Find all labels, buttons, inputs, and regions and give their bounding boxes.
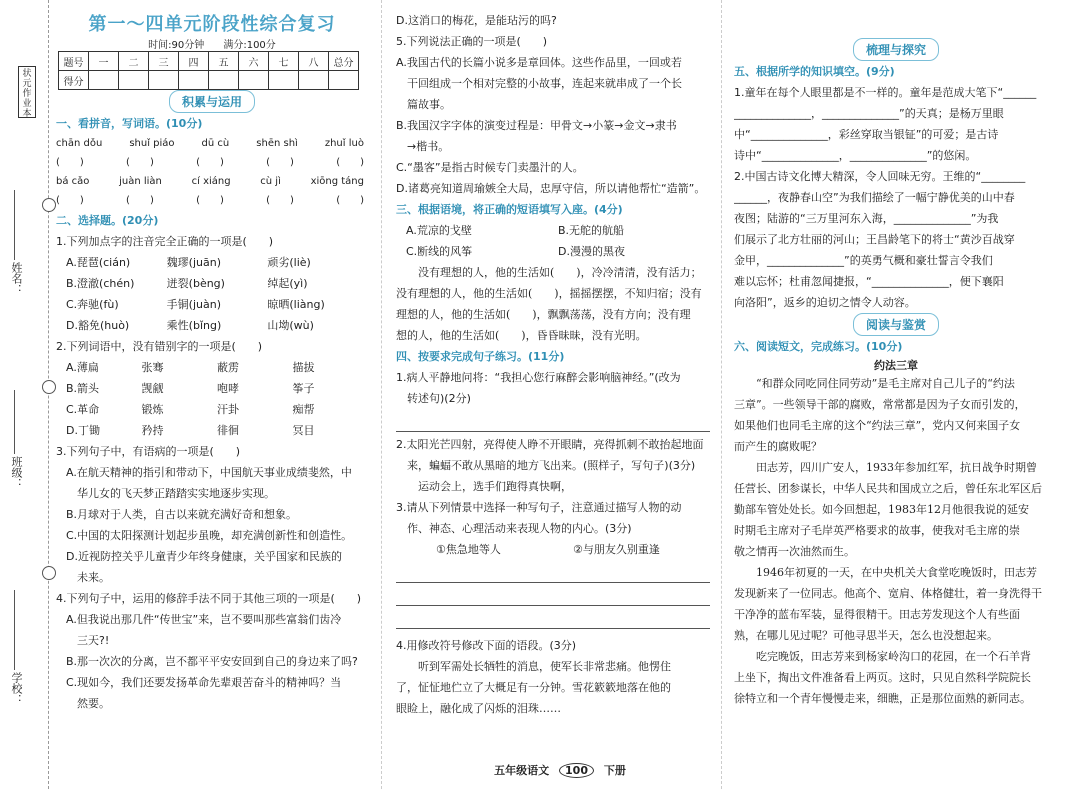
option-item[interactable]: 魏璆(juān) (166, 256, 221, 269)
text-line: C.“墨客”是指古时候专门卖墨汁的人。 (396, 161, 584, 174)
option-row (56, 357, 368, 378)
score-header-cell: 八 (299, 52, 329, 71)
text-line: 没有理想的人，他的生活如( )，冷冷清清，没有活力； (396, 266, 702, 279)
text-line: 转述句)(2分) (396, 392, 471, 405)
option-item[interactable]: 晾晒(liàng) (267, 298, 325, 311)
score-input-cell[interactable] (299, 71, 329, 90)
text-line: 3.请从下列情景中选择一种写句子，注意通过描写人物的动 (396, 501, 682, 514)
score-input-cell[interactable] (179, 71, 209, 90)
option-row (56, 294, 368, 315)
text-line: 时期毛主席对子毛岸英严格要求的故事，使我对毛主席的崇 (734, 524, 1020, 537)
option-item[interactable]: 筝子 (292, 382, 315, 395)
edit-passage (396, 656, 710, 719)
pinyin-word: juàn liàn (119, 176, 162, 187)
score-header-cell: 三 (149, 52, 179, 71)
text-line: 敬之情再一次油然而生。 (734, 545, 855, 558)
answer-line[interactable] (396, 608, 710, 629)
pinyin-row (56, 134, 368, 153)
text-line: A.在航天精神的指引和带动下，中国航天事业成绩斐然，中 (66, 466, 352, 479)
text-line: →楷书。 (396, 140, 450, 153)
page-footer (430, 762, 690, 778)
option-item[interactable]: 张骞 (141, 361, 164, 374)
answer-bracket-row (56, 191, 368, 210)
score-header-cell: 七 (269, 52, 299, 71)
text-line: 作、神态、心理活动来表现人物的内心。(3分) (396, 522, 632, 535)
text-line: 诗中“______________，______________”的悠闲。 (734, 149, 977, 162)
page-number: 100 (559, 763, 594, 778)
answer-bracket[interactable]: ( ) (266, 195, 294, 206)
text-line: 来，蝙蝠不敢从黑暗的地方飞出来。(照样子，写句子)(3分) (396, 459, 696, 472)
score-label-cell: 得分 (59, 71, 89, 90)
option-row (56, 273, 368, 294)
text-line: “和群众同吃同住同劳动”是毛主席对自己儿子的“约法 (734, 377, 1015, 390)
text-line: 篇故事。 (396, 98, 451, 111)
text-line: D.诸葛亮知道周瑜嫉全大局，忠厚守信，所以请他帮忙“造箭”。 (396, 182, 706, 195)
text-line: 任营长、团参谋长，中华人民共和国成立之后，曾任东北军区后 (734, 482, 1042, 495)
reading-passage (734, 373, 1058, 709)
text-line: 5.下列说法正确的一项是( ) (396, 35, 548, 48)
answer-bracket[interactable]: ( ) (196, 157, 224, 168)
exam-score: 满分:100分 (223, 40, 276, 51)
question-text-block (396, 10, 710, 199)
score-input-row (59, 71, 359, 90)
text-line: 华儿女的飞天梦正踏踏实实地逐步实现。 (66, 487, 275, 500)
option-row (56, 315, 368, 336)
class-blank-line (14, 390, 15, 454)
text-line: 1.童年在每个人眼里都是不一样的。童年是范成大笔下“______ (734, 86, 1037, 99)
school-label: 学校： (10, 672, 23, 705)
name-label: 姓名： (10, 262, 23, 295)
text-line: 2.太阳光芒四射，亮得使人睁不开眼睛，亮得抓刺不敢抬起地面 (396, 438, 704, 451)
column-middle (396, 10, 710, 719)
section-title: 积累与运用 (169, 90, 255, 113)
option-item[interactable]: C.断线的风筝 (406, 245, 473, 258)
column-divider (721, 0, 722, 789)
question-heading: 一、看拼音，写词语。(10分) (56, 117, 203, 130)
pinyin-word: bá cǎo (56, 176, 90, 187)
question-heading: 四、按要求完成句子练习。(11分) (396, 350, 565, 363)
answer-bracket[interactable]: ( ) (126, 195, 154, 206)
text-line: 徐特立和一个青年慢慢走来，细瞧，正是那位面熟的新同志。 (734, 692, 1031, 705)
school-blank-line (14, 590, 15, 670)
text-line: 理想的人，他的生活如( )，飘飘荡荡，没有方向；没有理 (396, 308, 691, 321)
text-line: 干净净的蓝布军装，显得很精干。田志芳发现这个人有些面 (734, 608, 1020, 621)
option-row (396, 241, 710, 262)
text-line: 三天?! (66, 634, 110, 647)
text-line: B.月球对于人类，自古以来就充满好奇和想象。 (66, 508, 298, 521)
question-heading: 六、阅读短文，完成练习。(10分) (734, 340, 903, 353)
text-line: 了，怔怔地伫立了大概足有一分钟。雪花簌簌地落在他的 (396, 681, 671, 694)
answer-line[interactable] (396, 585, 710, 606)
option-row (396, 539, 710, 560)
question-heading: 二、选择题。(20分) (56, 214, 159, 227)
option-item[interactable]: 乘性(bǐng) (166, 319, 222, 332)
answer-bracket[interactable]: ( ) (56, 157, 84, 168)
score-input-cell[interactable] (119, 71, 149, 90)
exam-time: 时间:90分钟 (148, 40, 205, 51)
option-item[interactable]: C.奔驰(fù) (66, 298, 119, 311)
option-item[interactable]: 绰起(yì) (267, 277, 308, 290)
score-input-cell[interactable] (209, 71, 239, 90)
binding-ring (42, 566, 56, 580)
text-line: 熟，在哪儿见过呢？可他寻思半天，怎么也没想起来。 (734, 629, 998, 642)
option-row (56, 420, 368, 441)
text-line: 眼睑上，融化成了闪烁的泪珠…… (396, 702, 561, 715)
option-item[interactable]: A.荒凉的戈壁 (406, 224, 472, 237)
score-input-cell[interactable] (149, 71, 179, 90)
class-label: 班级： (10, 456, 23, 489)
binding-ring (42, 198, 56, 212)
pinyin-word: zhuǐ luò (324, 138, 364, 149)
option-row (56, 378, 368, 399)
text-line: 1.病人平静地问将：“我担心您行麻醉会影响脑神经。”(改为 (396, 371, 681, 384)
answer-bracket[interactable]: ( ) (196, 195, 224, 206)
question-text-block (734, 82, 1058, 313)
question-text-block (396, 434, 710, 497)
option-item[interactable]: 迸裂(bèng) (166, 277, 225, 290)
option-item[interactable]: 咆哮 (217, 382, 239, 395)
score-header-cell: 二 (119, 52, 149, 71)
text-line: 发现新来了一位同志。他高个、宽肩、体格健壮，着一身洗得干 (734, 587, 1042, 600)
column-left (56, 10, 368, 714)
footer-subject: 五年级语文 (494, 764, 550, 777)
score-input-cell[interactable] (269, 71, 299, 90)
question-heading: 三、根据语境，将正确的短语填写入座。(4分) (396, 203, 623, 216)
option-item[interactable]: D.丁锄 (66, 424, 100, 437)
text-line: B.我国汉字字体的演变过程是：甲骨文→小篆→金文→隶书 (396, 119, 677, 132)
pinyin-word: cù jì (260, 176, 281, 187)
footer-volume: 下册 (603, 764, 626, 777)
question-text: 3.下列句子中，有语病的一项是( ) (56, 445, 241, 458)
option-item[interactable]: D.漫漫的黑夜 (558, 245, 625, 258)
answer-line[interactable] (396, 411, 710, 432)
option-item[interactable]: 山坳(wù) (267, 319, 314, 332)
text-line: 难以忘怀；杜甫忽闻捷报，“______________，便下襄阳 (734, 275, 1004, 288)
section-title: 阅读与鉴赏 (853, 313, 939, 336)
text-line: A.我国古代的长篇小说多是章回体。这些作品里，一回或若 (396, 56, 682, 69)
score-input-cell[interactable] (239, 71, 269, 90)
text-line: 金甲，______________”的英勇气概和豪壮誓言令我们 (734, 254, 993, 267)
option-item[interactable]: 锻炼 (141, 403, 164, 416)
binding-margin (0, 0, 49, 789)
pinyin-word: chān dǒu (56, 138, 103, 149)
text-line: 未来。 (66, 571, 110, 584)
text-line: A.但我说出那几件“传世宝”来，岂不要叫那些富翁们齿冷 (66, 613, 342, 626)
pinyin-word: xiōng táng (310, 176, 364, 187)
text-line: ______________，______________”的天真；是杨万里眼 (734, 107, 1004, 120)
text-line: 上坐下，掏出文件准备看上两页。这时，只见自然科学院院长 (734, 671, 1031, 684)
question-text: 4.用修改符号修改下面的语段。(3分) (396, 639, 577, 652)
pinyin-word: shēn shì (256, 138, 298, 149)
page-title: 第一～四单元阶段性综合复习 (88, 14, 336, 35)
score-input-cell[interactable] (329, 71, 359, 90)
score-header-row (59, 52, 359, 71)
option-item[interactable]: 顽劣(liè) (267, 256, 311, 269)
text-line: 向洛阳”，返乡的迫切之情令人动容。 (734, 296, 916, 309)
fill-in-passage (396, 262, 710, 346)
article-title: 约法三章 (874, 359, 918, 372)
text-line: 想的人，他的生活如( )，昏昏昧昧，没有光明。 (396, 329, 647, 342)
option-item[interactable]: 描拔 (292, 361, 315, 374)
text-line: D.这消口的梅花，是能玷污的吗? (396, 14, 557, 27)
question-text-block (396, 367, 710, 409)
text-line: 田志芳，四川广安人，1933年参加红军，抗日战争时期曾 (734, 461, 1037, 474)
option-item[interactable]: 手铜(juàn) (166, 298, 221, 311)
score-header-cell: 一 (89, 52, 119, 71)
text-line: C.现如今，我们还要发扬革命先辈艰苦奋斗的精神吗？当 (66, 676, 342, 689)
option-item[interactable]: 痴帮 (292, 403, 315, 416)
score-header-cell: 总分 (329, 52, 359, 71)
pinyin-word: dū cù (201, 138, 230, 149)
option-item[interactable]: B.澄澈(chén) (66, 277, 135, 290)
text-line: 听到军需处长牺牲的消息，使军长非常悲痛。他愣住 (396, 660, 671, 673)
section-badge (734, 38, 1058, 61)
option-item[interactable]: ②与朋友久别重逢 (573, 543, 660, 556)
option-list (56, 462, 368, 588)
answer-bracket[interactable]: ( ) (336, 195, 364, 206)
text-line: 吃完晚饭，田志芳来到杨家岭沟口的花园，在一个石羊背 (734, 650, 1031, 663)
text-line: 运动会上，选手们跑得真快啊， (396, 480, 572, 493)
question-text: 1.下列加点字的注音完全正确的一项是( ) (56, 235, 274, 248)
answer-line[interactable] (396, 562, 710, 583)
option-item[interactable]: B.无舵的航船 (558, 224, 625, 237)
question-text: 2.下列词语中，没有错别字的一项是( ) (56, 340, 263, 353)
option-item[interactable]: A.琵琶(cián) (66, 256, 131, 269)
question-heading: 五、根据所学的知识填空。(9分) (734, 65, 895, 78)
text-line: 中“______________，彩丝穿取当银钲”的可爱；是古诗 (734, 128, 999, 141)
binding-ring (42, 380, 56, 394)
section-badge (56, 90, 368, 113)
answer-bracket[interactable]: ( ) (266, 157, 294, 168)
text-line: 干回组成一个相对完整的小故事，连起来就串成了一个长 (396, 77, 682, 90)
section-title: 梳理与探究 (853, 38, 939, 61)
option-list (56, 252, 368, 336)
text-line: ______，夜静春山空”为我们描绘了一幅宁静优美的山中春 (734, 191, 1015, 204)
option-row (56, 399, 368, 420)
pinyin-row (56, 172, 368, 191)
answer-bracket[interactable]: ( ) (126, 157, 154, 168)
option-grid (396, 220, 710, 262)
question-text-block (396, 497, 710, 539)
text-line: 夜图；陆游的“三万里河东入海，______________”为我 (734, 212, 999, 225)
score-header-cell: 六 (239, 52, 269, 71)
answer-bracket[interactable]: ( ) (56, 195, 84, 206)
text-line: 2.中国古诗文化博大精深，令人回味无穷。王维的“________ (734, 170, 1026, 183)
score-input-cell[interactable] (89, 71, 119, 90)
option-item[interactable]: 冥目 (292, 424, 315, 437)
text-line: 如果他们也同毛主席的这个“约法三章”，党内又何来国子女 (734, 419, 1021, 432)
text-line: 然要。 (66, 697, 110, 710)
score-header-cell: 题号 (59, 52, 89, 71)
option-item[interactable]: 蔽雳 (217, 361, 239, 374)
column-divider (381, 0, 382, 789)
score-header-cell: 四 (179, 52, 209, 71)
name-blank-line (14, 190, 15, 260)
text-line: 勤部车管处处长。如今回想起，1983年12月他很我说的延安 (734, 503, 1029, 516)
section-badge (734, 313, 1058, 336)
option-item[interactable]: B.箭头 (66, 382, 100, 395)
option-item[interactable]: 矜持 (141, 424, 164, 437)
text-line: 三章”。一些领导干部的腐败，常常都是因为子女而引发的， (734, 398, 1026, 411)
brand-stamp: 状元作业本 (18, 66, 36, 118)
text-line: D.近视防控关乎儿童青少年终身健康，关乎国家和民族的 (66, 550, 342, 563)
option-list (56, 609, 368, 714)
text-line: B.那一次次的分离，岂不都平平安安回到自己的身边来了吗? (66, 655, 358, 668)
option-item[interactable]: D.豁免(huò) (66, 319, 130, 332)
answer-bracket[interactable]: ( ) (336, 157, 364, 168)
option-row (396, 220, 710, 241)
option-item[interactable]: 汗卦 (217, 403, 239, 416)
pinyin-word: cí xiáng (191, 176, 231, 187)
option-item[interactable]: A.薄扁 (66, 361, 99, 374)
text-line: 们展示了北方壮丽的河山；王昌龄笔下的将士“黄沙百战穿 (734, 233, 1015, 246)
text-line: 没有理想的人，他的生活如( )，摇摇摆摆，不知归宿；没有 (396, 287, 702, 300)
option-item[interactable]: ①焦急地等人 (436, 543, 501, 556)
score-table (58, 51, 359, 90)
option-row (56, 252, 368, 273)
option-item[interactable]: C.革命 (66, 403, 100, 416)
text-line: C.中国的太阳探测计划起步虽晚，却充满创新性和创造性。 (66, 529, 353, 542)
option-item[interactable]: 觊觎 (141, 382, 164, 395)
option-list (56, 357, 368, 441)
pinyin-word: shuǐ piáo (129, 138, 175, 149)
score-header-cell: 五 (209, 52, 239, 71)
text-line: 而产生的腐败呢？ (734, 440, 822, 453)
answer-bracket-row (56, 153, 368, 172)
option-item[interactable]: 徘徊 (217, 424, 239, 437)
column-right (734, 10, 1058, 709)
exam-meta (56, 36, 368, 51)
question-text: 4.下列句子中，运用的修辞手法不同于其他三项的一项是( ) (56, 592, 362, 605)
text-line: 1946年初夏的一天，在中央机关大食堂吃晚饭时，田志芳 (734, 566, 1037, 579)
